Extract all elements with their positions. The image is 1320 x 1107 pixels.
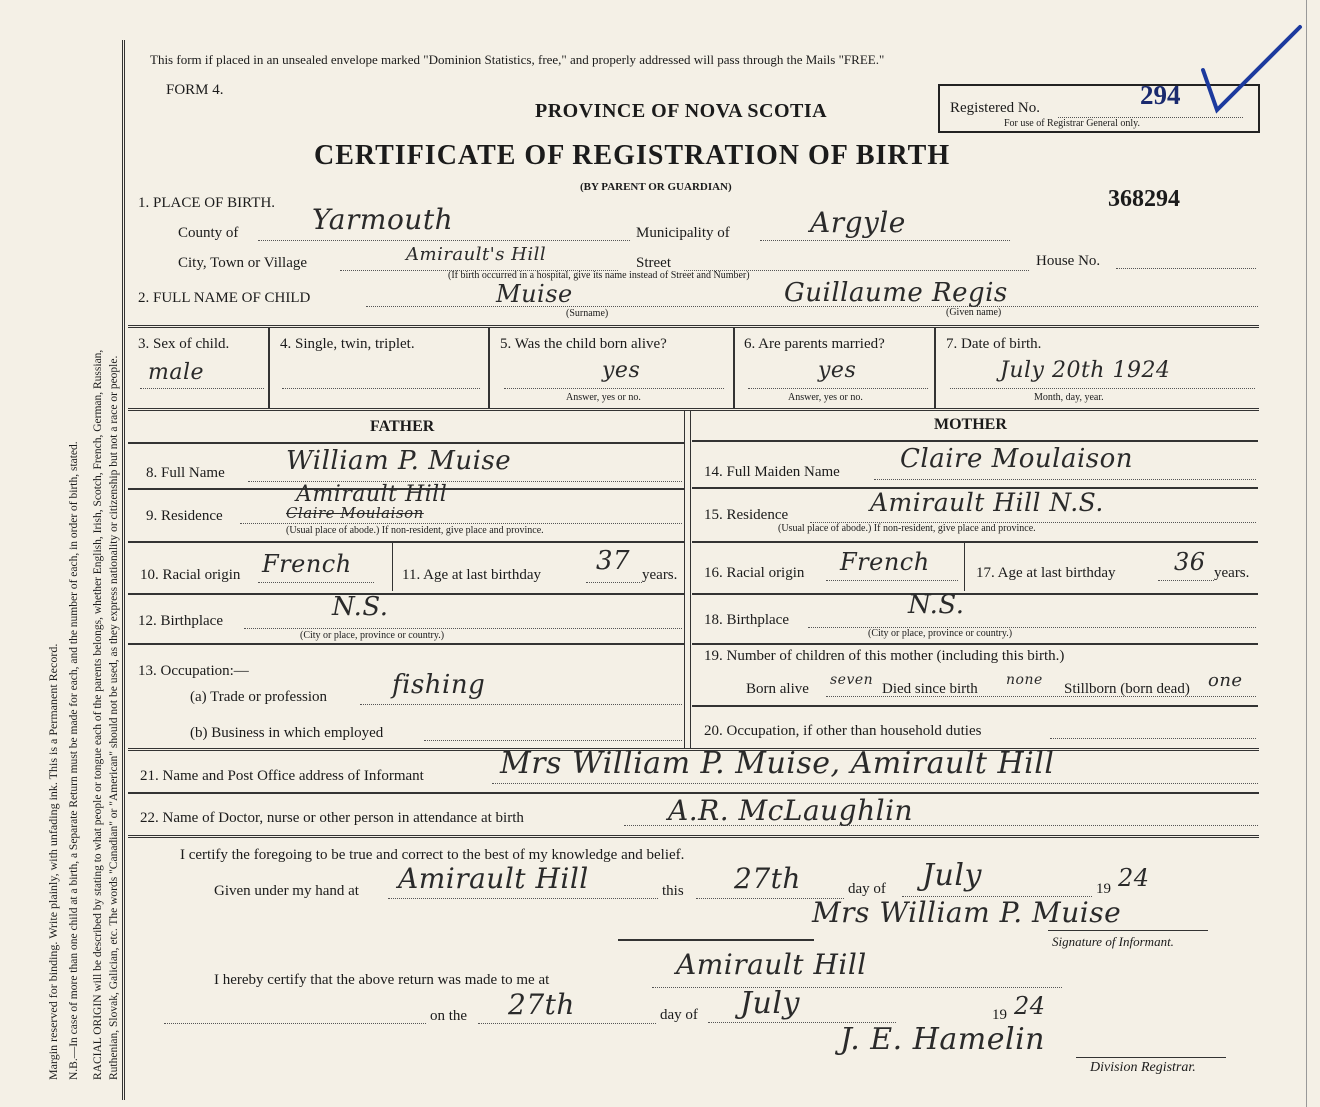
stillborn-value[interactable]: one <box>1208 670 1243 691</box>
given-at-label: Given under my hand at <box>214 883 359 899</box>
margin-note-4: Ruthenian, Slovak, Galician, etc. The words "Canadian" or "American" should not be used, as they express nationality or citizenship but not a race or people. <box>108 355 120 1080</box>
father-birthplace-caption: (City or place, province or country.) <box>300 630 445 641</box>
trade-value[interactable]: fishing <box>392 670 486 700</box>
father-racial-value[interactable]: French <box>262 550 352 578</box>
registered-value: 294 <box>1140 80 1181 110</box>
father-residence-struck: Claire Moulaison <box>286 504 424 522</box>
father-residence-value[interactable]: Amirault Hill <box>296 482 448 507</box>
mail-notice: This form if placed in an unsealed envelope marked "Dominion Statistics, free," and properly addressed will pass through the Mails "FREE." <box>150 52 885 67</box>
father-heading: FATHER <box>370 418 435 435</box>
certificate-subtitle: (BY PARENT OR GUARDIAN) <box>580 181 732 193</box>
father-racial-label: 10. Racial origin <box>140 567 241 583</box>
mother-racial-label: 16. Racial origin <box>704 565 805 581</box>
mother-birthplace-caption: (City or place, province or country.) <box>868 628 1013 639</box>
father-residence-label: 9. Residence <box>146 508 223 524</box>
date-of-birth-value[interactable]: July 20th 1924 <box>1000 358 1171 383</box>
certify-statement: I certify the foregoing to be true and correct to the best of my knowledge and belief. <box>180 847 685 863</box>
province-heading: PROVINCE OF NOVA SCOTIA <box>535 100 828 122</box>
born-alive-count-label: Born alive <box>746 681 809 697</box>
sex-label: 3. Sex of child. <box>138 336 230 352</box>
died-since-birth-label: Died since birth <box>882 681 978 697</box>
doctor-label: 22. Name of Doctor, nurse or other person in attendance at birth <box>140 810 524 826</box>
parents-married-value[interactable]: yes <box>818 358 857 383</box>
hereby-dayof-label: day of <box>660 1007 698 1023</box>
margin-rule <box>122 40 125 1100</box>
hereby-place-value[interactable]: Amirault Hill <box>676 948 867 981</box>
place-of-birth-label: 1. PLACE OF BIRTH. <box>138 195 276 211</box>
child-surname-value[interactable]: Muise <box>496 280 573 308</box>
mother-name-label: 14. Full Maiden Name <box>704 464 840 480</box>
street-label: Street <box>636 255 671 271</box>
born-alive-value[interactable]: yes <box>602 358 641 383</box>
born-alive-label: 5. Was the child born alive? <box>500 336 667 352</box>
born-alive-count-value[interactable]: seven <box>830 672 874 688</box>
county-label: County of <box>178 225 239 241</box>
margin-note-3: RACIAL ORIGIN will be described by stating to what people or tongue each of the parents belongs, whether English, Irish, Scotch, French, German, Russian, <box>92 349 104 1080</box>
right-page-edge <box>1306 0 1307 1107</box>
mother-birthplace-label: 18. Birthplace <box>704 612 789 628</box>
blue-check-mark <box>1195 22 1305 122</box>
hereby-year-value[interactable]: 24 <box>1014 992 1046 1020</box>
informant-signature-caption: Signature of Informant. <box>1052 934 1174 949</box>
father-birthplace-label: 12. Birthplace <box>138 613 223 629</box>
born-alive-caption: Answer, yes or no. <box>566 392 641 403</box>
father-age-label: 11. Age at last birthday <box>402 567 541 583</box>
mother-name-value[interactable]: Claire Moulaison <box>900 444 1133 474</box>
municipality-value[interactable]: Argyle <box>810 206 906 239</box>
sex-value[interactable]: male <box>148 360 205 385</box>
registrar-caption: Division Registrar. <box>1090 1060 1196 1075</box>
child-given-value[interactable]: Guillaume Regis <box>784 278 1008 308</box>
mother-birthplace-value[interactable]: N.S. <box>908 590 965 620</box>
doctor-value[interactable]: A.R. McLaughlin <box>668 794 914 827</box>
given-place-value[interactable]: Amirault Hill <box>398 862 589 895</box>
plurality-label: 4. Single, twin, triplet. <box>280 336 415 352</box>
mother-age-value[interactable]: 36 <box>1174 548 1206 576</box>
certificate-title: CERTIFICATE OF REGISTRATION OF BIRTH <box>314 140 951 171</box>
father-age-value[interactable]: 37 <box>596 546 631 576</box>
parents-married-label: 6. Are parents married? <box>744 336 885 352</box>
father-name-label: 8. Full Name <box>146 465 225 481</box>
mother-heading: MOTHER <box>934 416 1007 433</box>
mother-age-label: 17. Age at last birthday <box>976 565 1116 581</box>
registered-label: Registered No. <box>950 100 1040 116</box>
children-count-label: 19. Number of children of this mother (including this birth.) <box>704 648 1065 664</box>
margin-note-2: N.B.—In case of more than one child at a birth, a Separate Return must be made for each, and the number of each, in order of birth, stated. <box>68 441 80 1080</box>
given-dayof-label: day of <box>848 881 886 897</box>
mother-racial-value[interactable]: French <box>840 548 930 576</box>
father-name-value[interactable]: William P. Muise <box>286 446 512 476</box>
father-age-unit: years. <box>642 567 678 583</box>
margin-note-1: Margin reserved for binding. Write plainly, with unfading ink. This is a Permanent Record. <box>46 643 60 1080</box>
died-since-birth-value[interactable]: none <box>1006 672 1043 688</box>
informant-value[interactable]: Mrs William P. Muise, Amirault Hill <box>500 746 1055 781</box>
given-year-value[interactable]: 24 <box>1118 864 1150 892</box>
parents-married-caption: Answer, yes or no. <box>788 392 863 403</box>
mother-occupation-label: 20. Occupation, if other than household duties <box>704 723 982 739</box>
father-birthplace-value[interactable]: N.S. <box>332 592 389 622</box>
city-label: City, Town or Village <box>178 255 308 271</box>
county-value[interactable]: Yarmouth <box>312 203 454 236</box>
hereby-month-value[interactable]: July <box>740 986 800 1021</box>
child-name-label: 2. FULL NAME OF CHILD <box>138 290 311 306</box>
mother-age-unit: years. <box>1214 565 1250 581</box>
hereby-year-prefix: 19 <box>992 1007 1007 1023</box>
municipality-label: Municipality of <box>636 225 730 241</box>
informant-label: 21. Name and Post Office address of Informant <box>140 768 424 784</box>
registrar-signature[interactable]: J. E. Hamelin <box>840 1022 1046 1057</box>
business-label: (b) Business in which employed <box>190 725 384 741</box>
hospital-note: (If birth occurred in a hospital, give its name instead of Street and Number) <box>448 270 750 281</box>
date-of-birth-caption: Month, day, year. <box>1034 392 1104 403</box>
city-value[interactable]: Amirault's Hill <box>406 244 547 265</box>
father-occupation-label: 13. Occupation:— <box>138 663 249 679</box>
mother-residence-label: 15. Residence <box>704 507 789 523</box>
stillborn-label: Stillborn (born dead) <box>1064 681 1190 697</box>
given-this-label: this <box>662 883 684 899</box>
date-of-birth-label: 7. Date of birth. <box>946 336 1042 352</box>
given-name-caption: (Given name) <box>946 307 1002 318</box>
surname-caption: (Surname) <box>566 308 609 319</box>
form-number: FORM 4. <box>166 82 224 98</box>
hereby-certify-label: I hereby certify that the above return was made to me at <box>214 972 550 988</box>
on-the-label: on the <box>430 1008 468 1024</box>
mother-residence-value[interactable]: Amirault Hill N.S. <box>870 488 1104 517</box>
mother-residence-caption: (Usual place of abode.) If non-resident, give place and province. <box>778 523 1036 534</box>
given-year-prefix: 19 <box>1096 881 1111 897</box>
given-day-value[interactable]: 27th <box>734 862 801 895</box>
trade-label: (a) Trade or profession <box>190 689 328 705</box>
registrar-general-note: For use of Registrar General only. <box>1004 118 1140 129</box>
father-residence-caption: (Usual place of abode.) If non-resident, give place and province. <box>286 525 544 536</box>
informant-signature[interactable]: Mrs William P. Muise <box>812 896 1122 929</box>
given-month-value[interactable]: July <box>922 858 982 893</box>
house-number-label: House No. <box>1036 253 1101 269</box>
certificate-number: 368294 <box>1108 186 1180 212</box>
hereby-day-value[interactable]: 27th <box>508 988 575 1021</box>
